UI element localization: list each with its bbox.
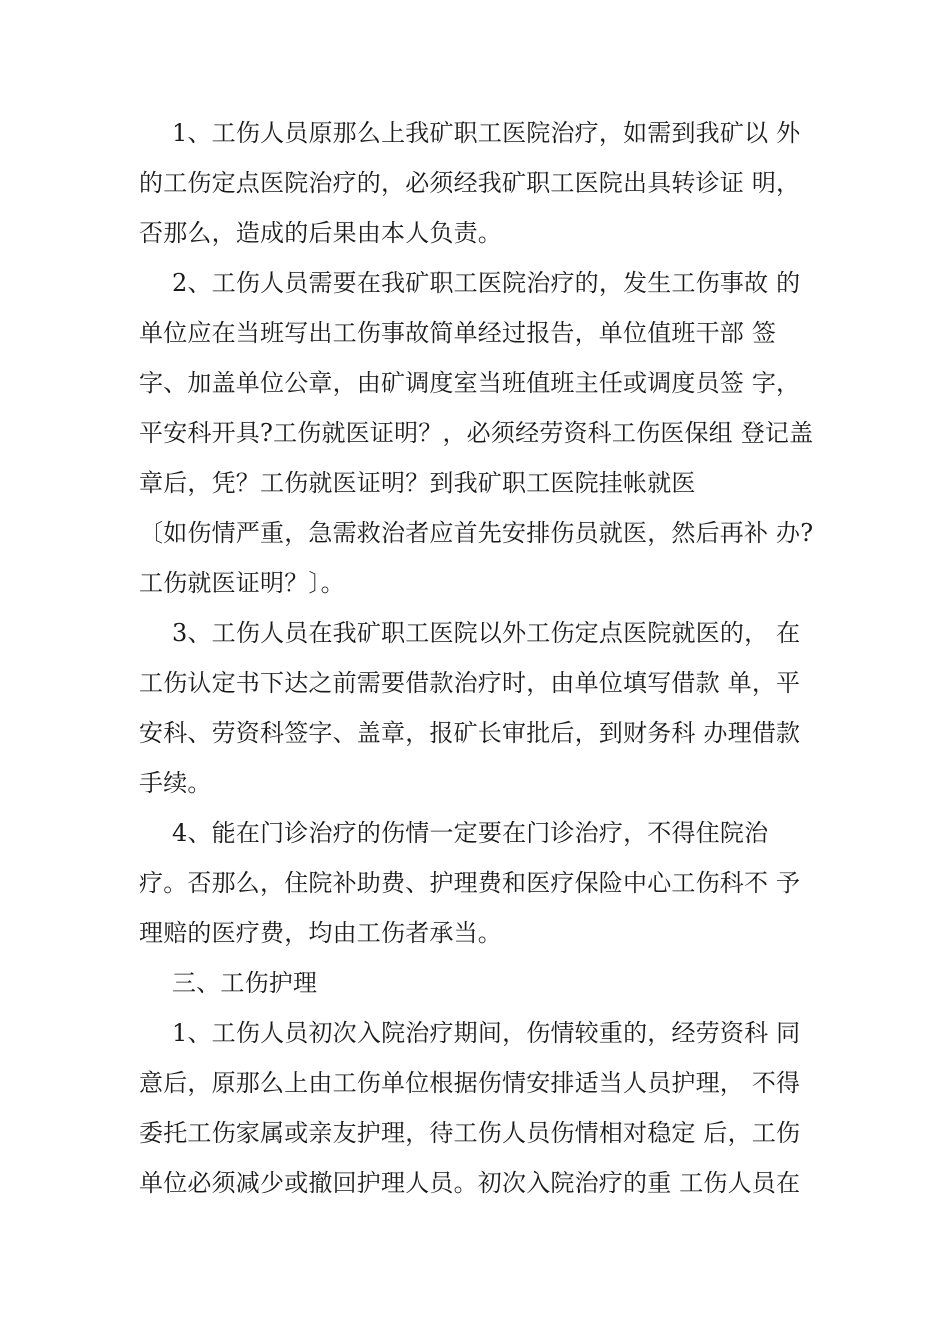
paragraph-5-line-1: 1、工伤人员初次入院治疗期间，伤情较重的，经劳资科 同 [172, 1019, 801, 1047]
paragraph-2-line-6: 〔如伤情严重，急需救治者应首先安排伤员就医，然后再补 办? [139, 519, 814, 547]
paragraph-2-line-3: 字、加盖单位公章，由矿调度室当班值班主任或调度员签 字， [139, 369, 801, 397]
document-body [139, 108, 839, 1208]
paragraph-2-line-1: 2、工伤人员需要在我矿职工医院治疗的，发生工伤事故 的 [172, 269, 801, 297]
paragraph-3-line-4: 手续。 [139, 769, 212, 797]
paragraph-2-line-4: 平安科开具?工伤就医证明？，必须经劳资科工伤医保组 登记盖 [139, 419, 814, 447]
paragraph-1-line-3: 否那么，造成的后果由本人负责。 [139, 219, 502, 247]
paragraph-1-line-1: 1、工伤人员原那么上我矿职工医院治疗，如需到我矿以 外 [172, 119, 801, 147]
paragraph-4-line-2: 疗。否那么，住院补助费、护理费和医疗保险中心工伤科不 予 [139, 869, 801, 897]
paragraph-5-line-3: 委托工伤家属或亲友护理，待工伤人员伤情相对稳定 后，工伤 [139, 1119, 801, 1147]
paragraph-2-line-7: 工伤就医证明？〕。 [139, 569, 345, 597]
paragraph-3-line-2: 工伤认定书下达之前需要借款治疗时，由单位填写借款 单，平 [139, 669, 801, 697]
paragraph-1-line-2: 的工伤定点医院治疗的，必须经我矿职工医院出具转诊证 明， [139, 169, 801, 197]
paragraph-5-line-2: 意后，原那么上由工伤单位根据伤情安排适当人员护理， 不得 [139, 1069, 801, 1097]
paragraph-2-line-2: 单位应在当班写出工伤事故简单经过报告，单位值班干部 签 [139, 319, 777, 347]
paragraph-5-line-4: 单位必须减少或撤回护理人员。初次入院治疗的重 工伤人员在 [139, 1169, 801, 1197]
paragraph-4-line-3: 理赔的医疗费，均由工伤者承当。 [139, 919, 502, 947]
paragraph-3-line-1: 3、工伤人员在我矿职工医院以外工伤定点医院就医的， 在 [172, 619, 801, 647]
section-heading: 三、工伤护理 [172, 969, 318, 997]
paragraph-2-line-5: 章后，凭？工伤就医证明？到我矿职工医院挂帐就医 [139, 469, 696, 497]
paragraph-4-line-1: 4、能在门诊治疗的伤情一定要在门诊治疗，不得住院治 [172, 819, 769, 847]
paragraph-3-line-3: 安科、劳资科签字、盖章，报矿长审批后，到财务科 办理借款 [139, 719, 801, 747]
